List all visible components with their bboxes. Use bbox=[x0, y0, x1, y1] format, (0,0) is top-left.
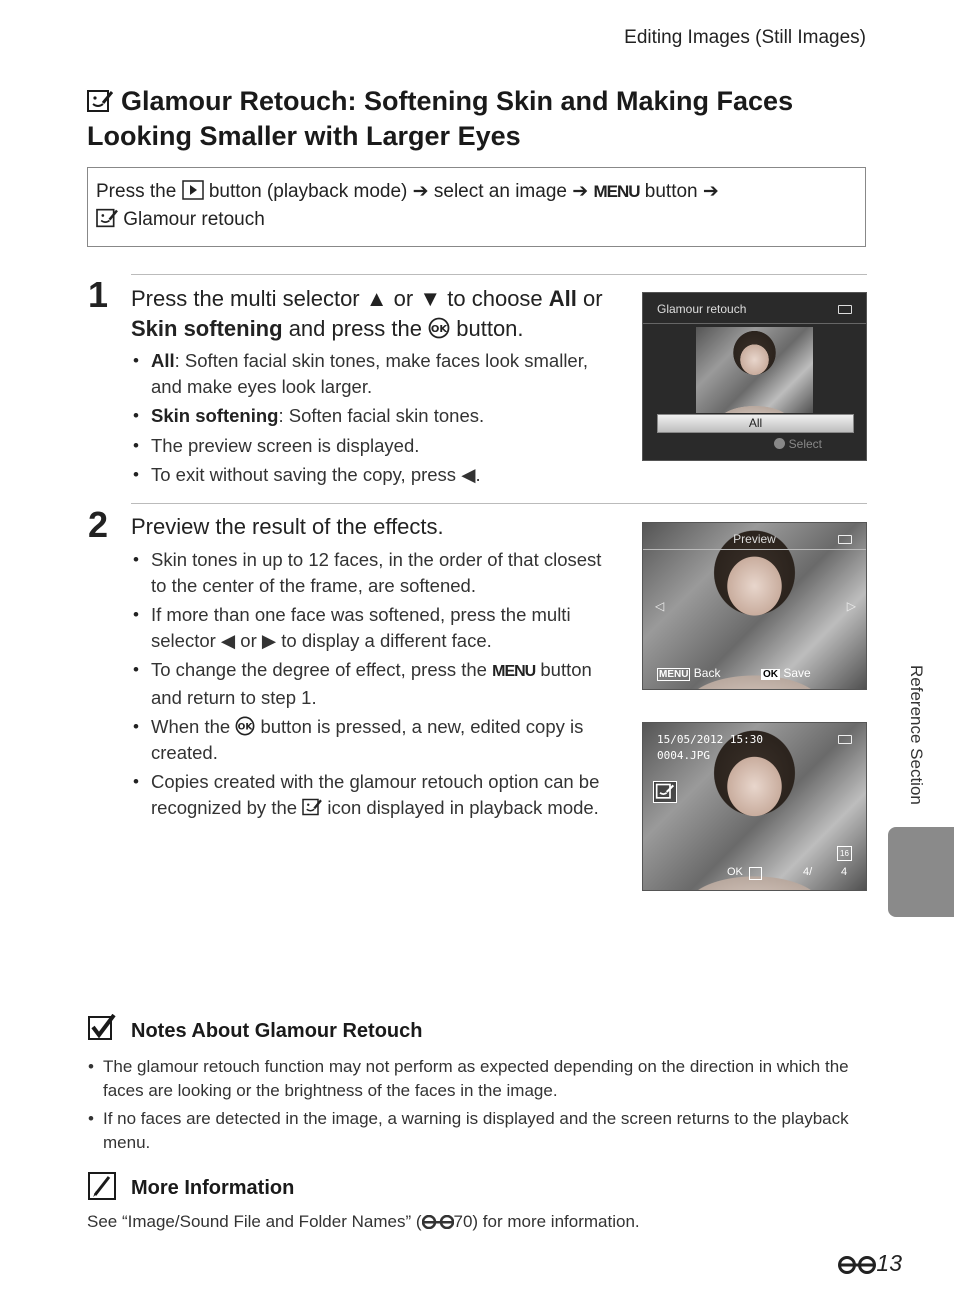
screen-title: Preview bbox=[733, 532, 776, 546]
right-triangle-icon: ▶ bbox=[261, 629, 277, 651]
camera-screen-playback bbox=[642, 722, 867, 891]
screen-divider bbox=[643, 549, 866, 550]
page-title-text: Glamour Retouch: Softening Skin and Making Faces Looking Smaller with Larger Eyes bbox=[87, 86, 794, 151]
pencil-note-icon bbox=[88, 1172, 116, 1200]
image-size-icon: 16 bbox=[837, 846, 852, 861]
path-text: Press the bbox=[96, 181, 177, 202]
ok-button-icon bbox=[235, 716, 255, 736]
back-label: Back bbox=[693, 666, 721, 680]
notes-list bbox=[87, 1055, 867, 1159]
side-tab bbox=[888, 827, 954, 917]
save-control[interactable] bbox=[761, 666, 811, 680]
step-heading: Preview the result of the effects. bbox=[131, 514, 444, 539]
list-item bbox=[131, 769, 609, 820]
screen-divider bbox=[643, 323, 866, 324]
section-header: Editing Images (Still Images) bbox=[624, 27, 866, 48]
step1-bullets bbox=[131, 348, 609, 492]
list-item bbox=[131, 348, 609, 399]
bullet-text: button is pressed, a new, edited copy is created. bbox=[151, 716, 584, 763]
ok-icon: OK bbox=[763, 669, 778, 680]
bullet-text: To exit without saving the copy, press bbox=[151, 464, 457, 485]
ok-button-icon bbox=[428, 317, 450, 339]
playback-icon bbox=[182, 180, 204, 200]
battery-icon bbox=[838, 305, 852, 314]
menu-icon: MENU bbox=[593, 182, 640, 201]
divider bbox=[131, 503, 867, 504]
battery-icon bbox=[838, 735, 852, 744]
path-text: button (playback mode) bbox=[208, 181, 408, 202]
svg-text:OK: OK bbox=[431, 324, 448, 335]
path-text: Glamour retouch bbox=[123, 209, 265, 230]
camera-screen-glamour-retouch bbox=[642, 292, 867, 461]
path-text: button bbox=[644, 181, 698, 202]
menu-path-box bbox=[87, 167, 866, 247]
bullet-text: Skin tones in up to 12 faces, in the order of that closest to the center of the frame, are softened. bbox=[151, 549, 602, 596]
left-arrow-icon[interactable]: ◁ bbox=[655, 599, 665, 613]
file-name: 0004.JPG bbox=[657, 749, 710, 762]
path-text: select an image bbox=[433, 181, 567, 202]
more-info-heading: More Information bbox=[131, 1177, 295, 1199]
list-item bbox=[131, 433, 609, 459]
hint-text: Select bbox=[788, 437, 822, 451]
menu-icon: MENU bbox=[659, 669, 689, 680]
select-hint bbox=[774, 437, 822, 451]
right-arrow-icon[interactable]: ▷ bbox=[846, 599, 856, 613]
bullet-text: icon displayed in playback mode. bbox=[327, 796, 599, 818]
page-number bbox=[838, 1250, 902, 1277]
reference-e-icon bbox=[838, 1256, 876, 1274]
page-title bbox=[87, 84, 877, 154]
more-info-text-part: See “Image/Sound File and Folder Names” ( bbox=[87, 1212, 422, 1231]
step-heading-text: button. bbox=[456, 316, 524, 341]
list-item bbox=[131, 403, 609, 429]
camera-screen-preview bbox=[642, 522, 867, 690]
menu-icon: MENU bbox=[492, 663, 536, 680]
bullet-text: to display a different face. bbox=[281, 629, 492, 651]
list-item: • If no faces are detected in the image, a warning is displayed and the screen returns to the playback menu. bbox=[87, 1107, 867, 1155]
svg-text:OK: OK bbox=[237, 722, 253, 733]
step-heading-text: or bbox=[393, 286, 414, 311]
bullet-text: If more than one face was softened, press the multi selector bbox=[151, 604, 571, 651]
list-item bbox=[131, 714, 609, 765]
glamour-retouch-icon bbox=[87, 89, 113, 113]
glamour-retouch-icon bbox=[96, 208, 118, 228]
more-info-text-part: 70) for more information. bbox=[453, 1212, 640, 1231]
bullet-bold: Skin softening bbox=[151, 405, 279, 426]
ok-icon: OK bbox=[727, 866, 743, 878]
step-number: 2 bbox=[88, 504, 109, 545]
list-item bbox=[131, 547, 609, 598]
side-section-label: Reference Section bbox=[907, 665, 926, 805]
bullet-text: When the bbox=[151, 716, 231, 737]
bullet-bold: All bbox=[151, 350, 175, 371]
step-heading-text: Press the multi selector bbox=[131, 286, 360, 311]
step-number: 1 bbox=[88, 274, 109, 315]
option-skin-softening: Skin softening bbox=[131, 316, 283, 341]
glamour-retouch-icon bbox=[653, 781, 677, 803]
page-number-text: 13 bbox=[876, 1250, 902, 1276]
bullet-text: Copies created with the glamour retouch option can be recognized by the bbox=[151, 771, 600, 818]
battery-icon bbox=[838, 535, 852, 544]
bullet-text: : Soften facial skin tones, make faces look smaller, and make eyes look larger. bbox=[151, 350, 588, 397]
image-counter: 4/ bbox=[803, 866, 813, 878]
step-heading bbox=[131, 284, 621, 344]
step2-bullets bbox=[131, 547, 609, 824]
list-item bbox=[131, 657, 609, 710]
bullet-text: To change the degree of effect, press the bbox=[151, 659, 487, 680]
multi-selector-icon bbox=[774, 438, 785, 449]
bullet-text: or bbox=[240, 629, 257, 651]
back-control[interactable] bbox=[657, 666, 720, 680]
option-all: All bbox=[548, 286, 577, 311]
date-time: 15/05/2012 15:30 bbox=[657, 733, 763, 746]
save-label: Save bbox=[783, 666, 811, 680]
left-triangle-icon: ◀ bbox=[220, 629, 236, 651]
arrow-right-icon: ➔ bbox=[702, 181, 719, 202]
bullet-text: button and return to step 1. bbox=[151, 659, 592, 708]
arrow-right-icon: ➔ bbox=[572, 181, 589, 202]
bullet-text: The preview screen is displayed. bbox=[151, 434, 420, 456]
glamour-retouch-icon bbox=[302, 798, 322, 816]
bullet-text: . bbox=[475, 464, 481, 485]
list-item: • The glamour retouch function may not perform as expected depending on the direction in which the faces are looking or the brightness of the faces in the image. bbox=[87, 1055, 867, 1103]
list-item bbox=[131, 602, 609, 653]
left-triangle-icon: ◀ bbox=[461, 464, 476, 485]
bullet-text: : Soften facial skin tones. bbox=[278, 405, 485, 426]
reference-e-icon bbox=[422, 1215, 454, 1229]
image-total: 4 bbox=[841, 866, 848, 878]
up-triangle-icon: ▲ bbox=[365, 286, 388, 311]
portrait-thumbnail bbox=[696, 327, 813, 413]
screen-title: Glamour retouch bbox=[657, 302, 747, 316]
divider bbox=[131, 274, 867, 275]
arrow-right-icon: ➔ bbox=[412, 181, 429, 202]
list-item bbox=[131, 462, 609, 488]
step-heading-text: to choose bbox=[447, 286, 543, 311]
option-all-selected[interactable]: All bbox=[657, 414, 854, 433]
more-info-text bbox=[87, 1212, 640, 1232]
step-heading-text: or bbox=[583, 286, 603, 311]
protect-icon bbox=[749, 867, 762, 880]
step-heading-text: and press the bbox=[288, 316, 422, 341]
down-triangle-icon: ▼ bbox=[419, 286, 442, 311]
notes-heading: Notes About Glamour Retouch bbox=[131, 1020, 423, 1042]
checkmark-note-icon bbox=[88, 1014, 116, 1042]
